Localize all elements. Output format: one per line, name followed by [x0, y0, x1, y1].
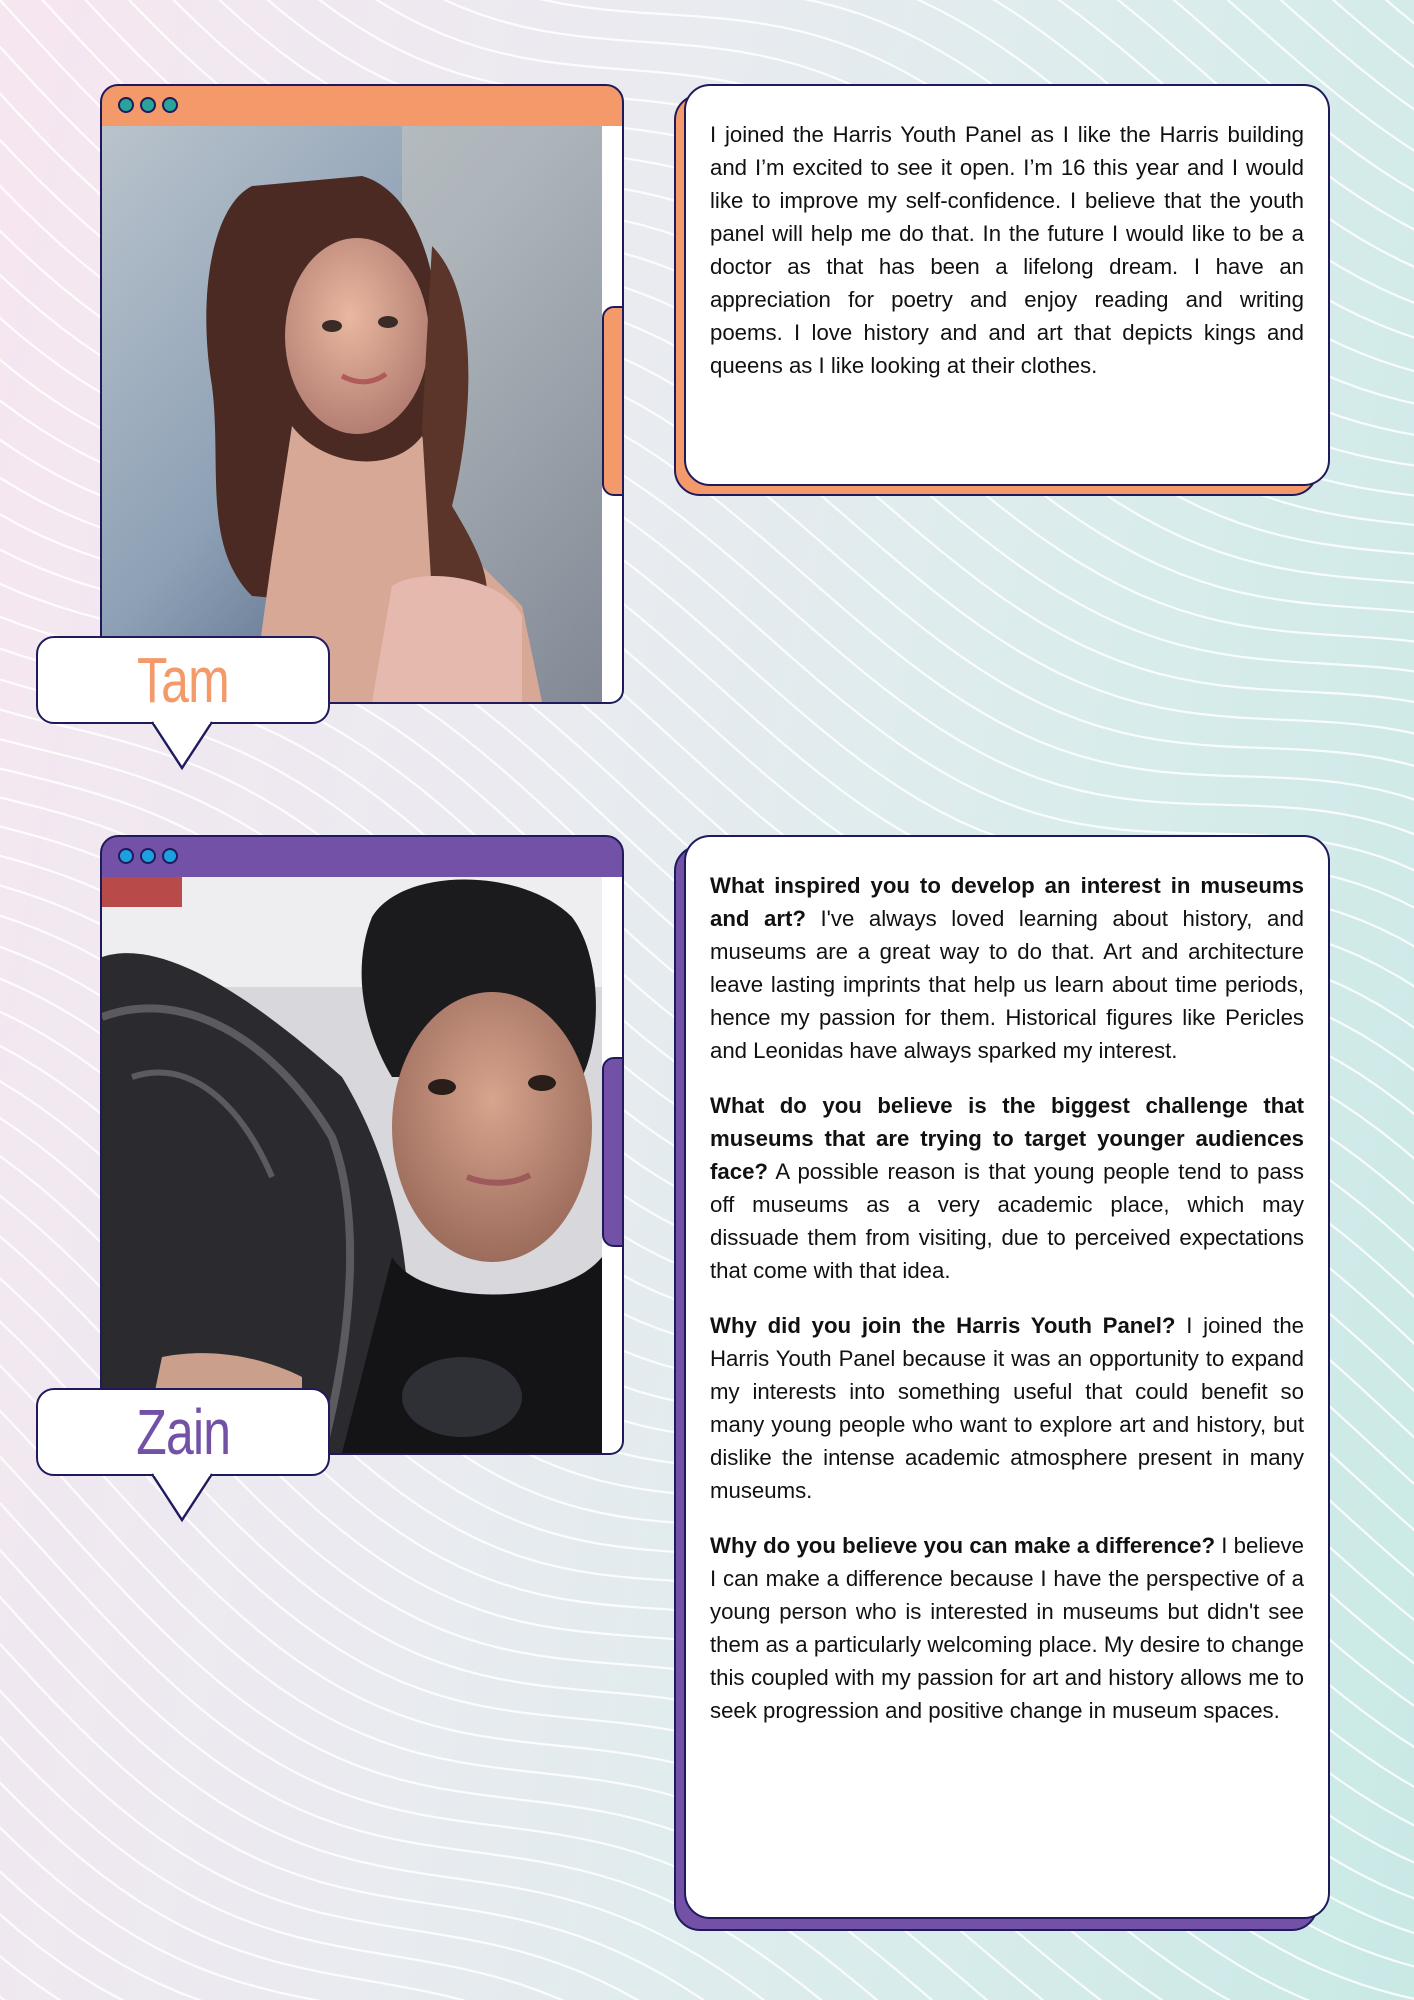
window-dot-icon — [162, 97, 178, 113]
qa-answer: I believe I can make a difference because I have the perspective of a young person who is interested in museums but didn't see them as a particularly welcoming place. My desire to change this coupled with my passion for art and history allows me to seek progression and positive change in museum spaces. — [710, 1533, 1304, 1723]
qa-question: Why do you believe you can make a difference? — [710, 1533, 1215, 1558]
profile-name: Zain — [136, 1396, 230, 1468]
window-dot-icon — [140, 848, 156, 864]
qa-item — [710, 869, 1304, 1067]
window-dot-icon — [118, 848, 134, 864]
tam-photo-window — [100, 84, 624, 704]
scrollbar-thumb[interactable] — [602, 1057, 624, 1247]
qa-answer: I joined the Harris Youth Panel because it was an opportunity to expand my interests into something useful that could benefit so many young people who want to explore art and history, but dislike the intense academic atmosphere present in many museums. — [710, 1313, 1304, 1503]
speech-bubble-tail-icon — [150, 720, 216, 772]
zain-qa-card — [684, 835, 1330, 1919]
qa-item — [710, 1309, 1304, 1507]
qa-answer: A possible reason is that young people tend to pass off museums as a very academic place, which may dissuade them from visiting, due to perceived expectations that come with that idea. — [710, 1159, 1304, 1283]
zain-portrait-photo — [102, 877, 602, 1453]
qa-question: What inspired you to develop an interest in museums and art? — [710, 873, 1304, 931]
tam-portrait-photo — [102, 126, 602, 702]
zain-photo-window — [100, 835, 624, 1455]
tam-bio-text: I joined the Harris Youth Panel as I like the Harris building and I’m excited to see it open. I’m 16 this year and I would like to improve my self-confidence. I believe that the youth panel will help me do that. In the future I would like to be a doctor as that has been a lifelong dream. I have an appreciation for poetry and enjoy reading and writing poems. I love history and and art that depicts kings and queens as I like looking at their clothes. — [710, 122, 1304, 378]
wave-line — [0, 0, 1414, 86]
window-dot-icon — [140, 97, 156, 113]
name-bubble — [36, 636, 330, 724]
window-dot-icon — [162, 848, 178, 864]
window-dot-icon — [118, 97, 134, 113]
speech-bubble-tail-icon — [150, 1472, 216, 1524]
profile-name: Tam — [137, 644, 229, 716]
window-body — [100, 126, 624, 704]
tam-bio-card — [684, 84, 1330, 486]
window-body — [100, 877, 624, 1455]
wave-line — [0, 1939, 1414, 2000]
qa-item — [710, 1089, 1304, 1287]
scrollbar-thumb[interactable] — [602, 306, 624, 496]
qa-question: What do you believe is the biggest challenge that museums that are trying to target younger audiences face? — [710, 1093, 1304, 1184]
qa-item — [710, 1529, 1304, 1727]
name-bubble — [36, 1388, 330, 1476]
qa-answer: I've always loved learning about history, and museums are a great way to do that. Art and architecture leave lasting imprints that help us learn about time periods, hence my passion for them. Historical figures like Pericles and Leonidas have always sparked my interest. — [710, 906, 1304, 1063]
qa-question: Why did you join the Harris Youth Panel? — [710, 1313, 1176, 1338]
window-title-bar — [100, 835, 624, 879]
window-title-bar — [100, 84, 624, 128]
